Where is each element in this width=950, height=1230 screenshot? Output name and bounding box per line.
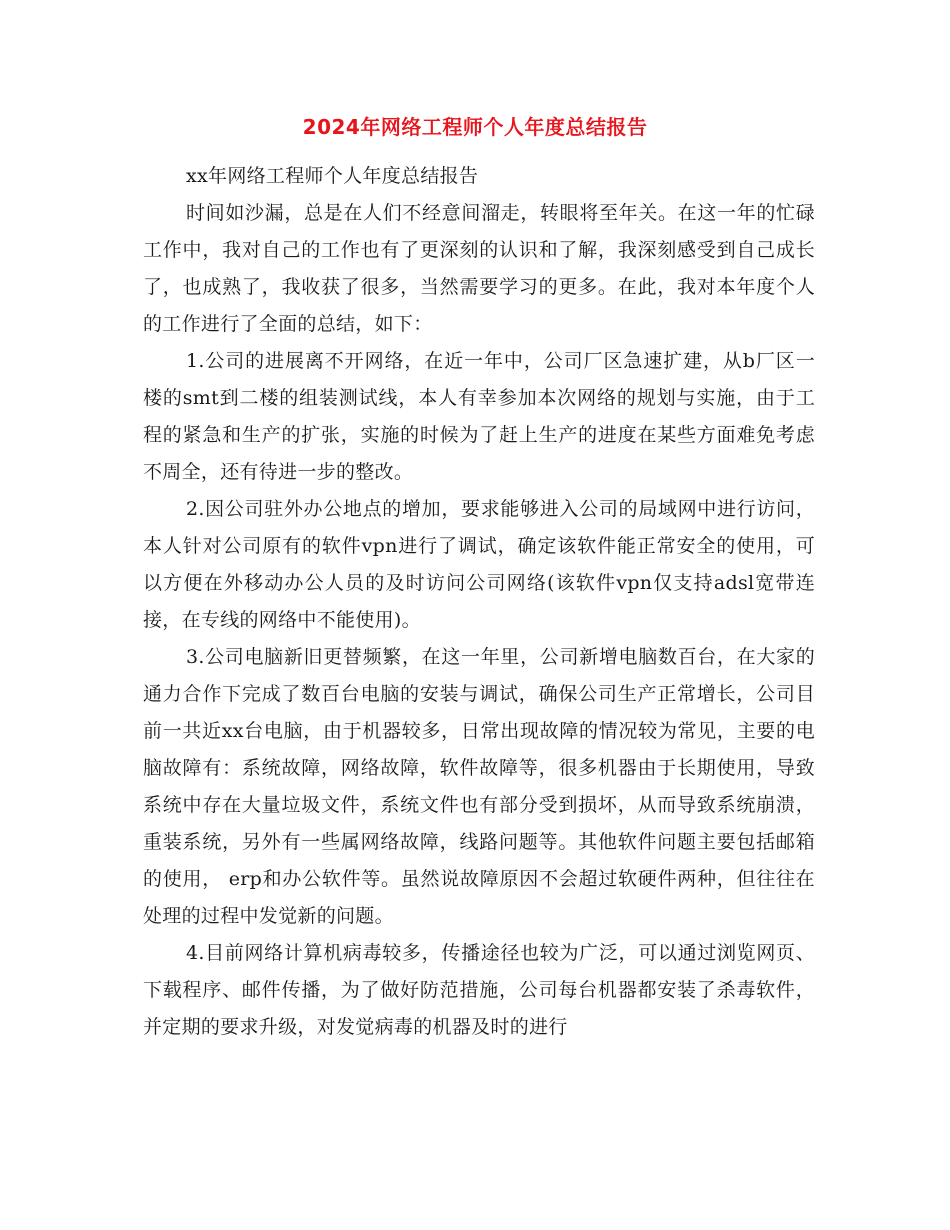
intro-paragraph: 时间如沙漏，总是在人们不经意间溜走，转眼将至年关。在这一年的忙碌工作中，我对自己的工作也有了更深刻的认识和了解，我深刻感受到自己成长了，也成熟了，我收获了很多，当然需要学习的更多。在此，我对本年度个人的工作进行了全面的总结，如下： xyxy=(143,202,815,335)
item-paragraph-1: 1.公司的进展离不开网络，在近一年中，公司厂区急速扩建，从b厂区一楼的smt到二楼的组装测试线，本人有幸参加本次网络的规划与实施，由于工程的紧急和生产的扩张，实施的时候为了赶上生产的进度在某些方面难免考虑不周全，还有待进一步的整改。 xyxy=(143,350,815,483)
item-paragraph-3: 3.公司电脑新旧更替频繁，在这一年里，公司新增电脑数百台，在大家的通力合作下完成了数百台电脑的安装与调试，确保公司生产正常增长，公司目前一共近xx台电脑，由于机器较多，日常出现故障的情况较为常见，主要的电脑故障有：系统故障，网络故障，软件故障等，很多机器由于长期使用，导致系统中存在大量垃圾文件，系统文件也有部分受到损坏，从而导致系统崩溃，重装系统，另外有一些属网络故障，线路问题等。其他软件问题主要包括邮箱的使用， erp和办公软件等。虽然说故障原因不会超过软硬件两种，但往往在处理的过程中发觉新的问题。 xyxy=(143,646,815,927)
item-paragraph-4: 4.目前网络计算机病毒较多，传播途径也较为广泛，可以通过浏览网页、下载程序、邮件传播，为了做好防范措施，公司每台机器都安装了杀毒软件，并定期的要求升级，对发觉病毒的机器及时的进行 xyxy=(143,942,815,1038)
document-body xyxy=(143,158,815,1046)
document-title: 2024年网络工程师个人年度总结报告 xyxy=(302,115,648,139)
subtitle-paragraph: xx年网络工程师个人年度总结报告 xyxy=(186,165,479,187)
item-paragraph-2: 2.因公司驻外办公地点的增加，要求能够进入公司的局域网中进行访问，本人针对公司原有的软件vpn进行了调试，确定该软件能正常安全的使用，可以方便在外移动办公人员的及时访问公司网络(该软件vpn仅支持adsl宽带连接，在专线的网络中不能使用)。 xyxy=(143,498,815,631)
